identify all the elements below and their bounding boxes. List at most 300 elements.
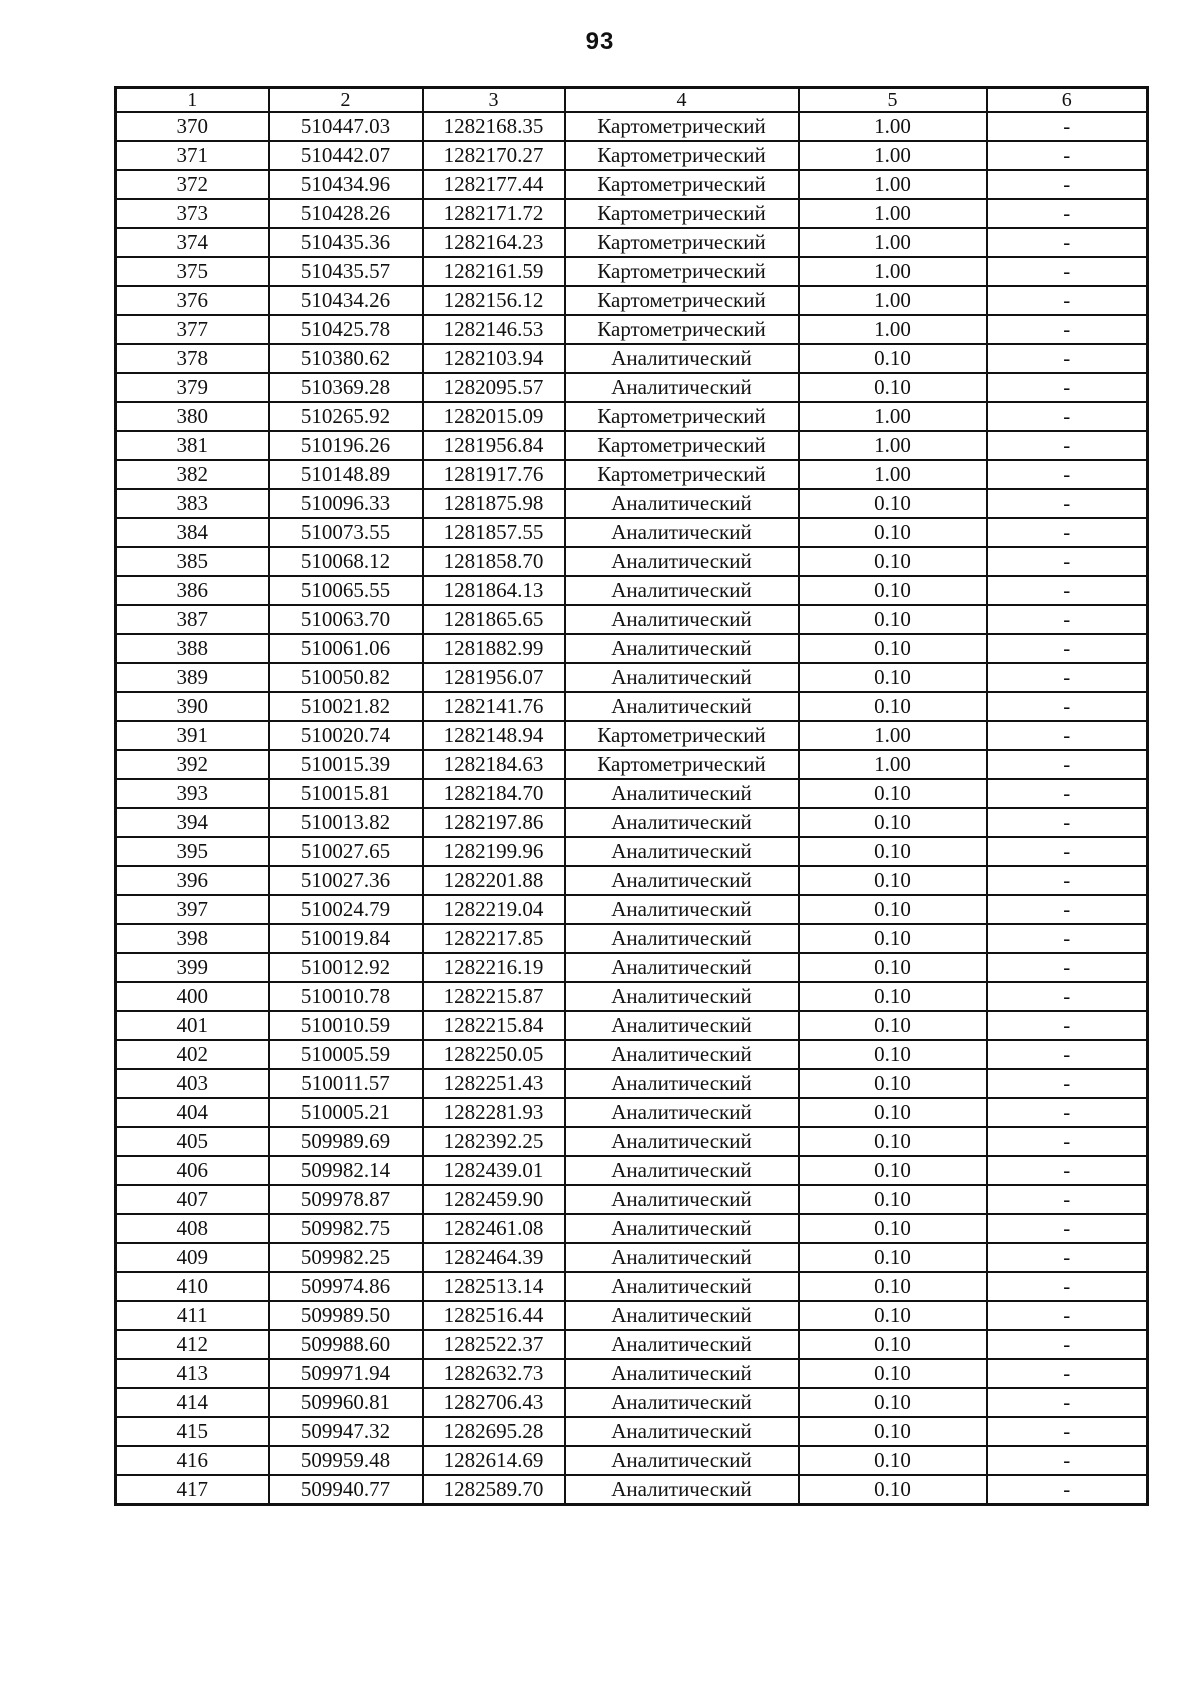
- cell-point-number: 414: [116, 1388, 269, 1417]
- column-header-3: 3: [423, 88, 565, 113]
- cell-accuracy: 0.10: [799, 1301, 987, 1330]
- cell-description: -: [987, 837, 1148, 866]
- cell-method: Аналитический: [565, 982, 799, 1011]
- cell-coordinate-y: 1282197.86: [423, 808, 565, 837]
- cell-method: Аналитический: [565, 663, 799, 692]
- cell-point-number: 392: [116, 750, 269, 779]
- cell-method: Картометрический: [565, 199, 799, 228]
- cell-accuracy: 0.10: [799, 982, 987, 1011]
- cell-point-number: 417: [116, 1475, 269, 1505]
- cell-point-number: 373: [116, 199, 269, 228]
- cell-description: -: [987, 199, 1148, 228]
- cell-point-number: 410: [116, 1272, 269, 1301]
- cell-coordinate-x: 509959.48: [269, 1446, 423, 1475]
- coordinates-table: [114, 86, 1149, 1506]
- cell-coordinate-x: 510027.65: [269, 837, 423, 866]
- cell-description: -: [987, 1214, 1148, 1243]
- cell-point-number: 378: [116, 344, 269, 373]
- table-row: [116, 663, 1148, 692]
- cell-description: -: [987, 1069, 1148, 1098]
- cell-method: Картометрический: [565, 460, 799, 489]
- table-row: [116, 1185, 1148, 1214]
- table-row: [116, 982, 1148, 1011]
- table-row: [116, 431, 1148, 460]
- cell-method: Аналитический: [565, 576, 799, 605]
- cell-point-number: 380: [116, 402, 269, 431]
- cell-description: -: [987, 489, 1148, 518]
- cell-coordinate-y: 1281864.13: [423, 576, 565, 605]
- cell-method: Аналитический: [565, 1214, 799, 1243]
- cell-description: -: [987, 634, 1148, 663]
- cell-accuracy: 1.00: [799, 460, 987, 489]
- cell-coordinate-y: 1281875.98: [423, 489, 565, 518]
- cell-coordinate-x: 509947.32: [269, 1417, 423, 1446]
- cell-description: -: [987, 1127, 1148, 1156]
- cell-coordinate-x: 510447.03: [269, 112, 423, 141]
- cell-coordinate-y: 1282170.27: [423, 141, 565, 170]
- cell-point-number: 390: [116, 692, 269, 721]
- cell-description: -: [987, 257, 1148, 286]
- cell-accuracy: 0.10: [799, 1098, 987, 1127]
- cell-description: -: [987, 518, 1148, 547]
- cell-coordinate-x: 510005.21: [269, 1098, 423, 1127]
- page-number: 93: [585, 28, 615, 55]
- column-header-4: 4: [565, 88, 799, 113]
- cell-accuracy: 1.00: [799, 750, 987, 779]
- cell-accuracy: 0.10: [799, 1127, 987, 1156]
- cell-point-number: 376: [116, 286, 269, 315]
- cell-accuracy: 0.10: [799, 1359, 987, 1388]
- cell-coordinate-y: 1282184.70: [423, 779, 565, 808]
- cell-method: Аналитический: [565, 1475, 799, 1505]
- cell-coordinate-x: 509960.81: [269, 1388, 423, 1417]
- cell-point-number: 375: [116, 257, 269, 286]
- cell-description: -: [987, 576, 1148, 605]
- cell-point-number: 396: [116, 866, 269, 895]
- cell-method: Картометрический: [565, 750, 799, 779]
- cell-method: Аналитический: [565, 692, 799, 721]
- cell-coordinate-x: 510010.78: [269, 982, 423, 1011]
- cell-coordinate-y: 1281857.55: [423, 518, 565, 547]
- cell-coordinate-x: 509982.14: [269, 1156, 423, 1185]
- cell-coordinate-y: 1282513.14: [423, 1272, 565, 1301]
- cell-accuracy: 0.10: [799, 837, 987, 866]
- cell-accuracy: 0.10: [799, 663, 987, 692]
- cell-method: Картометрический: [565, 257, 799, 286]
- cell-point-number: 415: [116, 1417, 269, 1446]
- cell-description: -: [987, 750, 1148, 779]
- table-row: [116, 1040, 1148, 1069]
- cell-coordinate-x: 510265.92: [269, 402, 423, 431]
- cell-coordinate-y: 1282146.53: [423, 315, 565, 344]
- cell-coordinate-y: 1282706.43: [423, 1388, 565, 1417]
- cell-description: -: [987, 547, 1148, 576]
- cell-coordinate-x: 509974.86: [269, 1272, 423, 1301]
- cell-method: Картометрический: [565, 228, 799, 257]
- cell-coordinate-x: 510196.26: [269, 431, 423, 460]
- cell-point-number: 394: [116, 808, 269, 837]
- header-row: [116, 88, 1148, 113]
- table-row: [116, 605, 1148, 634]
- cell-coordinate-x: 509989.69: [269, 1127, 423, 1156]
- cell-description: -: [987, 1156, 1148, 1185]
- cell-accuracy: 0.10: [799, 576, 987, 605]
- cell-point-number: 385: [116, 547, 269, 576]
- table-row: [116, 1446, 1148, 1475]
- cell-point-number: 409: [116, 1243, 269, 1272]
- cell-coordinate-x: 509982.25: [269, 1243, 423, 1272]
- cell-coordinate-x: 510015.81: [269, 779, 423, 808]
- cell-description: -: [987, 605, 1148, 634]
- cell-point-number: 403: [116, 1069, 269, 1098]
- cell-point-number: 395: [116, 837, 269, 866]
- cell-coordinate-x: 509988.60: [269, 1330, 423, 1359]
- cell-description: -: [987, 1301, 1148, 1330]
- cell-coordinate-x: 510050.82: [269, 663, 423, 692]
- cell-point-number: 377: [116, 315, 269, 344]
- cell-description: -: [987, 808, 1148, 837]
- cell-point-number: 379: [116, 373, 269, 402]
- cell-accuracy: 0.10: [799, 344, 987, 373]
- cell-point-number: 389: [116, 663, 269, 692]
- cell-coordinate-y: 1282281.93: [423, 1098, 565, 1127]
- table-row: [116, 692, 1148, 721]
- cell-point-number: 372: [116, 170, 269, 199]
- cell-accuracy: 1.00: [799, 112, 987, 141]
- cell-coordinate-y: 1282015.09: [423, 402, 565, 431]
- cell-point-number: 411: [116, 1301, 269, 1330]
- cell-method: Аналитический: [565, 1185, 799, 1214]
- cell-accuracy: 0.10: [799, 866, 987, 895]
- cell-description: -: [987, 344, 1148, 373]
- cell-accuracy: 1.00: [799, 141, 987, 170]
- cell-coordinate-y: 1282103.94: [423, 344, 565, 373]
- cell-coordinate-x: 510015.39: [269, 750, 423, 779]
- table-row: [116, 1272, 1148, 1301]
- cell-point-number: 387: [116, 605, 269, 634]
- cell-coordinate-x: 509940.77: [269, 1475, 423, 1505]
- cell-accuracy: 0.10: [799, 1185, 987, 1214]
- cell-method: Аналитический: [565, 779, 799, 808]
- cell-accuracy: 0.10: [799, 808, 987, 837]
- cell-coordinate-x: 510019.84: [269, 924, 423, 953]
- cell-coordinate-y: 1282461.08: [423, 1214, 565, 1243]
- cell-coordinate-y: 1282201.88: [423, 866, 565, 895]
- cell-coordinate-x: 509971.94: [269, 1359, 423, 1388]
- cell-point-number: 407: [116, 1185, 269, 1214]
- table-row: [116, 112, 1148, 141]
- cell-coordinate-x: 510005.59: [269, 1040, 423, 1069]
- cell-coordinate-y: 1282199.96: [423, 837, 565, 866]
- cell-coordinate-x: 510024.79: [269, 895, 423, 924]
- cell-accuracy: 0.10: [799, 1214, 987, 1243]
- cell-point-number: 381: [116, 431, 269, 460]
- cell-method: Картометрический: [565, 141, 799, 170]
- table-row: [116, 228, 1148, 257]
- cell-description: -: [987, 982, 1148, 1011]
- cell-coordinate-y: 1282148.94: [423, 721, 565, 750]
- cell-description: -: [987, 1475, 1148, 1505]
- cell-coordinate-y: 1282171.72: [423, 199, 565, 228]
- cell-coordinate-x: 510428.26: [269, 199, 423, 228]
- cell-coordinate-x: 510013.82: [269, 808, 423, 837]
- cell-accuracy: 0.10: [799, 692, 987, 721]
- cell-coordinate-y: 1282695.28: [423, 1417, 565, 1446]
- table-header: [116, 88, 1148, 113]
- cell-accuracy: 0.10: [799, 547, 987, 576]
- cell-method: Аналитический: [565, 344, 799, 373]
- cell-point-number: 402: [116, 1040, 269, 1069]
- cell-accuracy: 1.00: [799, 286, 987, 315]
- cell-coordinate-x: 510435.57: [269, 257, 423, 286]
- table-row: [116, 1127, 1148, 1156]
- cell-point-number: 393: [116, 779, 269, 808]
- cell-description: -: [987, 1359, 1148, 1388]
- cell-coordinate-y: 1282164.23: [423, 228, 565, 257]
- cell-coordinate-x: 510434.26: [269, 286, 423, 315]
- cell-point-number: 391: [116, 721, 269, 750]
- cell-coordinate-y: 1282177.44: [423, 170, 565, 199]
- cell-method: Аналитический: [565, 1127, 799, 1156]
- cell-accuracy: 1.00: [799, 170, 987, 199]
- cell-method: Аналитический: [565, 605, 799, 634]
- cell-accuracy: 0.10: [799, 1011, 987, 1040]
- cell-method: Аналитический: [565, 1098, 799, 1127]
- cell-coordinate-x: 510063.70: [269, 605, 423, 634]
- cell-coordinate-x: 510012.92: [269, 953, 423, 982]
- cell-method: Картометрический: [565, 721, 799, 750]
- cell-accuracy: 0.10: [799, 1069, 987, 1098]
- cell-method: Картометрический: [565, 431, 799, 460]
- cell-accuracy: 0.10: [799, 953, 987, 982]
- cell-method: Аналитический: [565, 1040, 799, 1069]
- table-body: [116, 112, 1148, 1505]
- table-row: [116, 779, 1148, 808]
- cell-coordinate-y: 1282251.43: [423, 1069, 565, 1098]
- column-header-1: 1: [116, 88, 269, 113]
- cell-description: -: [987, 663, 1148, 692]
- cell-method: Аналитический: [565, 1069, 799, 1098]
- cell-description: -: [987, 141, 1148, 170]
- cell-coordinate-y: 1282156.12: [423, 286, 565, 315]
- cell-coordinate-y: 1282215.84: [423, 1011, 565, 1040]
- table-row: [116, 373, 1148, 402]
- cell-coordinate-y: 1282439.01: [423, 1156, 565, 1185]
- table-row: [116, 1098, 1148, 1127]
- table-row: [116, 1069, 1148, 1098]
- cell-method: Картометрический: [565, 402, 799, 431]
- table-row: [116, 924, 1148, 953]
- cell-accuracy: 1.00: [799, 199, 987, 228]
- cell-method: Картометрический: [565, 112, 799, 141]
- cell-description: -: [987, 1243, 1148, 1272]
- cell-coordinate-x: 510435.36: [269, 228, 423, 257]
- cell-point-number: 405: [116, 1127, 269, 1156]
- cell-coordinate-y: 1281865.65: [423, 605, 565, 634]
- cell-coordinate-x: 510027.36: [269, 866, 423, 895]
- cell-description: -: [987, 721, 1148, 750]
- cell-accuracy: 1.00: [799, 315, 987, 344]
- table-row: [116, 895, 1148, 924]
- cell-coordinate-x: 510010.59: [269, 1011, 423, 1040]
- table-row: [116, 170, 1148, 199]
- cell-coordinate-y: 1281956.07: [423, 663, 565, 692]
- cell-method: Картометрический: [565, 315, 799, 344]
- cell-method: Аналитический: [565, 837, 799, 866]
- cell-method: Аналитический: [565, 895, 799, 924]
- cell-point-number: 416: [116, 1446, 269, 1475]
- cell-coordinate-y: 1281917.76: [423, 460, 565, 489]
- cell-coordinate-y: 1282459.90: [423, 1185, 565, 1214]
- cell-point-number: 404: [116, 1098, 269, 1127]
- cell-point-number: 371: [116, 141, 269, 170]
- cell-coordinate-x: 510061.06: [269, 634, 423, 663]
- cell-accuracy: 0.10: [799, 373, 987, 402]
- cell-accuracy: 1.00: [799, 228, 987, 257]
- cell-coordinate-y: 1282522.37: [423, 1330, 565, 1359]
- cell-accuracy: 1.00: [799, 721, 987, 750]
- table-row: [116, 576, 1148, 605]
- cell-description: -: [987, 779, 1148, 808]
- table-row: [116, 1359, 1148, 1388]
- cell-coordinate-y: 1282589.70: [423, 1475, 565, 1505]
- cell-coordinate-y: 1281858.70: [423, 547, 565, 576]
- cell-method: Аналитический: [565, 518, 799, 547]
- table-row: [116, 1243, 1148, 1272]
- table-row: [116, 808, 1148, 837]
- table-row: [116, 257, 1148, 286]
- cell-coordinate-y: 1282632.73: [423, 1359, 565, 1388]
- cell-point-number: 386: [116, 576, 269, 605]
- cell-method: Аналитический: [565, 547, 799, 576]
- table-row: [116, 1475, 1148, 1505]
- cell-method: Аналитический: [565, 808, 799, 837]
- cell-method: Аналитический: [565, 1011, 799, 1040]
- table-row: [116, 199, 1148, 228]
- cell-method: Аналитический: [565, 1272, 799, 1301]
- table-row: [116, 634, 1148, 663]
- table-row: [116, 750, 1148, 779]
- cell-accuracy: 0.10: [799, 1475, 987, 1505]
- table-row: [116, 1156, 1148, 1185]
- cell-description: -: [987, 692, 1148, 721]
- cell-description: -: [987, 460, 1148, 489]
- cell-coordinate-y: 1282161.59: [423, 257, 565, 286]
- cell-accuracy: 0.10: [799, 605, 987, 634]
- cell-accuracy: 0.10: [799, 1040, 987, 1069]
- cell-point-number: 370: [116, 112, 269, 141]
- cell-description: -: [987, 315, 1148, 344]
- cell-accuracy: 0.10: [799, 489, 987, 518]
- cell-point-number: 398: [116, 924, 269, 953]
- cell-accuracy: 0.10: [799, 634, 987, 663]
- table-row: [116, 460, 1148, 489]
- cell-coordinate-y: 1282392.25: [423, 1127, 565, 1156]
- cell-accuracy: 1.00: [799, 431, 987, 460]
- cell-coordinate-y: 1282168.35: [423, 112, 565, 141]
- table-row: [116, 286, 1148, 315]
- table-row: [116, 518, 1148, 547]
- cell-description: -: [987, 1098, 1148, 1127]
- cell-description: -: [987, 1417, 1148, 1446]
- cell-accuracy: 0.10: [799, 1156, 987, 1185]
- cell-point-number: 400: [116, 982, 269, 1011]
- cell-description: -: [987, 866, 1148, 895]
- cell-coordinate-x: 510020.74: [269, 721, 423, 750]
- cell-point-number: 401: [116, 1011, 269, 1040]
- table-row: [116, 344, 1148, 373]
- cell-accuracy: 0.10: [799, 1243, 987, 1272]
- cell-accuracy: 0.10: [799, 518, 987, 547]
- cell-method: Аналитический: [565, 924, 799, 953]
- table-row: [116, 141, 1148, 170]
- cell-coordinate-y: 1281882.99: [423, 634, 565, 663]
- cell-coordinate-y: 1282184.63: [423, 750, 565, 779]
- cell-coordinate-y: 1281956.84: [423, 431, 565, 460]
- cell-coordinate-y: 1282614.69: [423, 1446, 565, 1475]
- cell-coordinate-x: 510434.96: [269, 170, 423, 199]
- cell-description: -: [987, 373, 1148, 402]
- cell-coordinate-x: 510065.55: [269, 576, 423, 605]
- cell-method: Аналитический: [565, 1359, 799, 1388]
- table-row: [116, 489, 1148, 518]
- cell-description: -: [987, 286, 1148, 315]
- cell-method: Аналитический: [565, 1417, 799, 1446]
- cell-point-number: 408: [116, 1214, 269, 1243]
- cell-coordinate-y: 1282516.44: [423, 1301, 565, 1330]
- cell-method: Аналитический: [565, 866, 799, 895]
- table-row: [116, 837, 1148, 866]
- cell-description: -: [987, 895, 1148, 924]
- cell-description: -: [987, 1330, 1148, 1359]
- cell-method: Аналитический: [565, 1156, 799, 1185]
- table-row: [116, 721, 1148, 750]
- cell-method: Аналитический: [565, 1301, 799, 1330]
- cell-coordinate-x: 509982.75: [269, 1214, 423, 1243]
- cell-description: -: [987, 924, 1148, 953]
- cell-method: Аналитический: [565, 634, 799, 663]
- cell-accuracy: 1.00: [799, 402, 987, 431]
- cell-accuracy: 0.10: [799, 1417, 987, 1446]
- cell-coordinate-x: 510073.55: [269, 518, 423, 547]
- cell-coordinate-y: 1282215.87: [423, 982, 565, 1011]
- column-header-2: 2: [269, 88, 423, 113]
- cell-method: Аналитический: [565, 953, 799, 982]
- column-header-6: 6: [987, 88, 1148, 113]
- cell-description: -: [987, 1388, 1148, 1417]
- table-row: [116, 1301, 1148, 1330]
- table-row: [116, 547, 1148, 576]
- cell-accuracy: 0.10: [799, 1330, 987, 1359]
- cell-method: Аналитический: [565, 1388, 799, 1417]
- cell-point-number: 382: [116, 460, 269, 489]
- cell-method: Аналитический: [565, 1330, 799, 1359]
- cell-coordinate-y: 1282464.39: [423, 1243, 565, 1272]
- table-row: [116, 1388, 1148, 1417]
- cell-description: -: [987, 112, 1148, 141]
- cell-method: Картометрический: [565, 286, 799, 315]
- cell-coordinate-x: 509978.87: [269, 1185, 423, 1214]
- table-row: [116, 1214, 1148, 1243]
- cell-coordinate-x: 510068.12: [269, 547, 423, 576]
- cell-point-number: 384: [116, 518, 269, 547]
- cell-coordinate-x: 510011.57: [269, 1069, 423, 1098]
- cell-method: Аналитический: [565, 489, 799, 518]
- table-row: [116, 1011, 1148, 1040]
- cell-accuracy: 1.00: [799, 257, 987, 286]
- cell-point-number: 383: [116, 489, 269, 518]
- cell-coordinate-x: 510096.33: [269, 489, 423, 518]
